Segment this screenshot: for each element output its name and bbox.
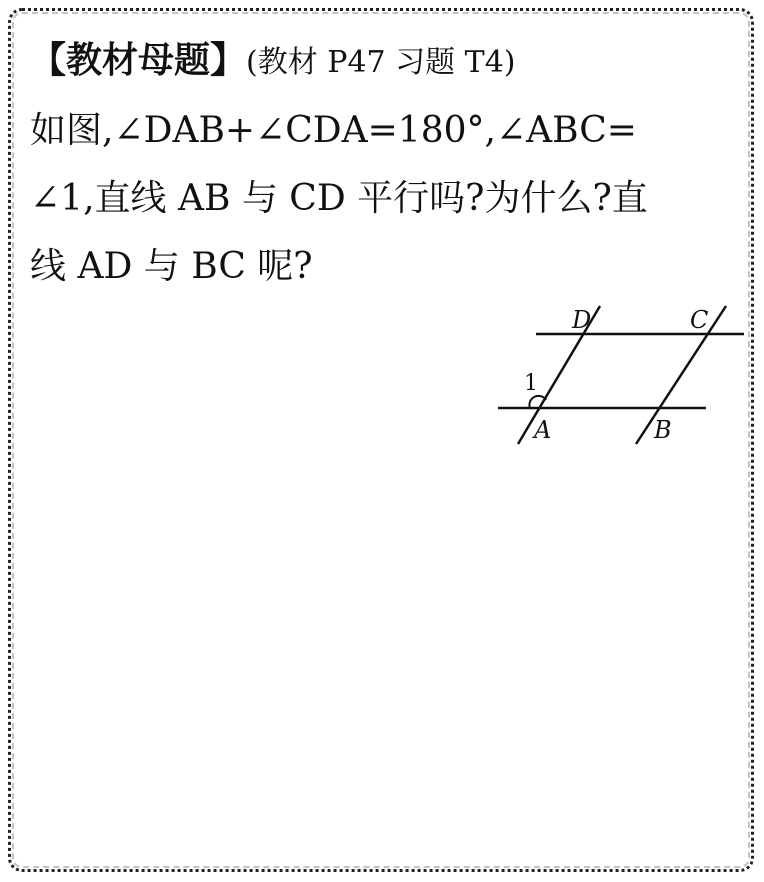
textbook-source: (教材 P47 习题 T4) [246,45,516,80]
heading-line [30,26,750,97]
problem-line-1: 如图,∠DAB+∠CDA=180°,∠ABC= [30,110,637,151]
geometry-figure [490,296,752,456]
label-a: A [534,416,552,444]
problem-card [30,26,750,301]
label-d: D [572,306,592,334]
problem-line-2: ∠1,直线 AB 与 CD 平行吗?为什么?直 [30,178,648,219]
problem-heading: 【教材母题】 [30,39,247,81]
label-c: C [690,306,709,334]
problem-line-3: 线 AD 与 BC 呢? [30,246,313,287]
label-b: B [654,416,672,444]
label-angle-1: 1 [524,371,538,396]
line-bc [636,306,726,444]
